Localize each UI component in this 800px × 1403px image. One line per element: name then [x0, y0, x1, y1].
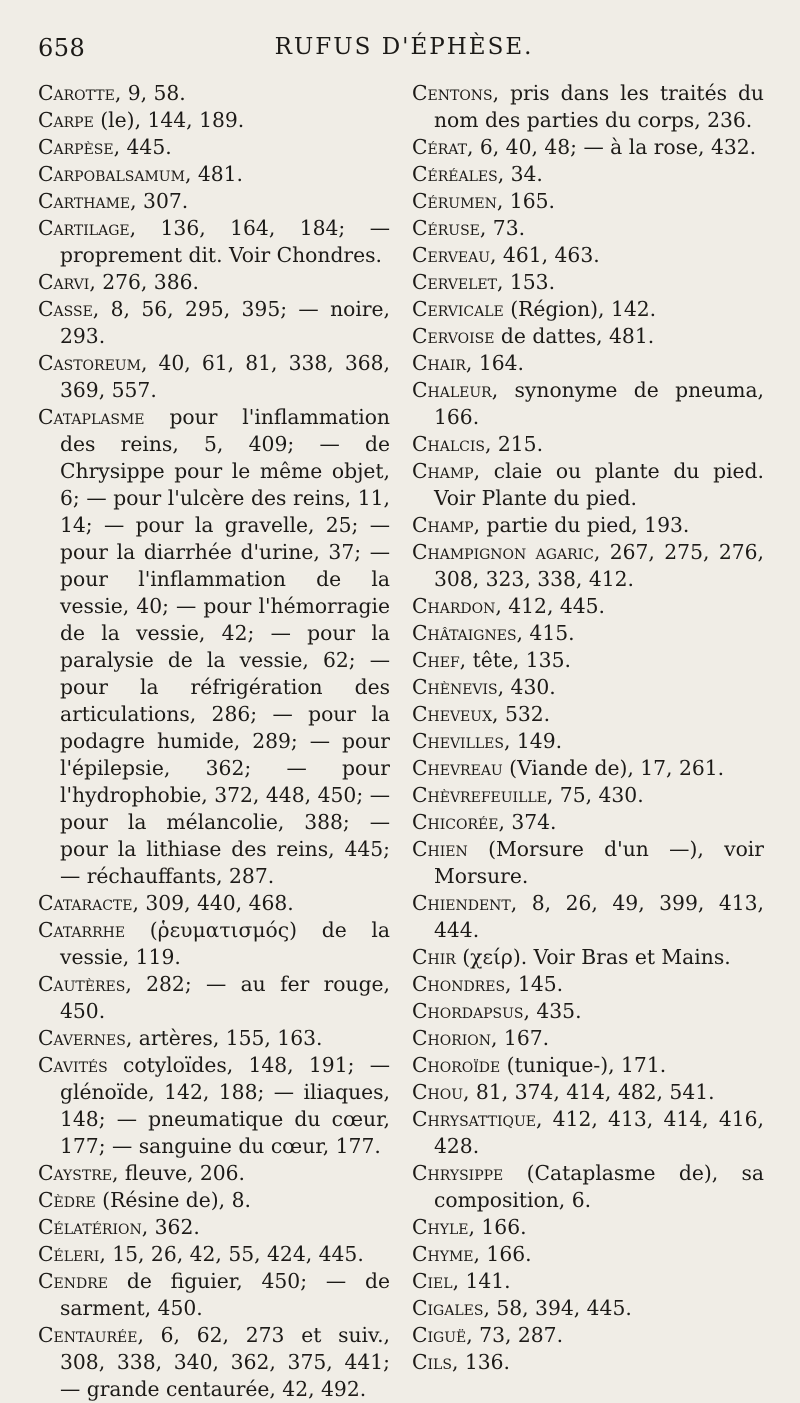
index-entry [38, 161, 390, 188]
index-entry [38, 404, 390, 890]
index-entry [412, 1052, 764, 1079]
index-entry [412, 1295, 764, 1322]
index-entry [38, 1052, 390, 1160]
index-entry [412, 1079, 764, 1106]
index-references: , 481. [184, 162, 243, 186]
index-references: , 149. [504, 729, 563, 753]
index-references: , 81, 374, 414, 482, 541. [463, 1080, 715, 1104]
index-entry [412, 134, 764, 161]
index-references: , 532. [492, 702, 551, 726]
index-term: Choroïde [412, 1053, 501, 1077]
index-entry [38, 296, 390, 350]
index-term: Cataracte [38, 891, 133, 915]
index-entry [412, 944, 764, 971]
index-entry [412, 215, 764, 242]
index-entry [412, 1322, 764, 1349]
index-term: Chordapsus [412, 999, 524, 1023]
index-entry [412, 647, 764, 674]
index-references: (tunique-), 171. [500, 1053, 667, 1077]
index-entry [412, 809, 764, 836]
index-term: Carotte [38, 81, 115, 105]
index-references: , claie ou plante du pied. Voir Plante du pied. [434, 459, 764, 510]
index-term: Chef [412, 648, 460, 672]
index-term: Chalcis [412, 432, 485, 456]
index-term: Casse [38, 297, 93, 321]
index-entry [412, 998, 764, 1025]
index-term: Chyme [412, 1242, 474, 1266]
index-entry [412, 1160, 764, 1214]
index-term: Ciguë [412, 1323, 467, 1347]
index-references: , 34. [497, 162, 543, 186]
index-entry [38, 1322, 390, 1403]
index-references: (Cataplasme de), sa composition, 6. [434, 1161, 764, 1212]
index-term: Carvi [38, 270, 90, 294]
index-entry [38, 1214, 390, 1241]
index-references: de dattes, 481. [494, 324, 655, 348]
index-term: Célatérion [38, 1215, 142, 1239]
index-term: Chair [412, 351, 466, 375]
index-references: , 267, 275, 276, 308, 323, 338, 412. [434, 540, 764, 591]
index-entry [412, 701, 764, 728]
index-entry [38, 917, 390, 971]
index-references: , 309, 440, 468. [132, 891, 294, 915]
index-references: , synonyme de pneuma, 166. [434, 378, 764, 429]
index-term: Cervoise [412, 324, 495, 348]
index-references: , 145. [505, 972, 564, 996]
index-term: Cils [412, 1350, 452, 1374]
page-header [38, 34, 770, 70]
index-entry [412, 377, 764, 431]
index-references: , 141. [452, 1269, 511, 1293]
running-title: RUFUS D'ÉPHÈSE. [274, 34, 534, 60]
index-entry [412, 728, 764, 755]
index-entry [38, 134, 390, 161]
index-references: , 6, 40, 48; — à la rose, 432. [466, 135, 757, 159]
index-references: , 40, 61, 81, 338, 368, 369, 557. [60, 351, 390, 402]
index-entry [412, 1268, 764, 1295]
index-references: , 167. [491, 1026, 550, 1050]
index-references: , 73. [479, 216, 526, 240]
index-references: , fleuve, 206. [112, 1161, 245, 1185]
index-entry [412, 1241, 764, 1268]
index-term: Cervelet [412, 270, 497, 294]
index-entry [412, 269, 764, 296]
index-entry [412, 350, 764, 377]
index-references: , 9, 58. [114, 81, 186, 105]
index-entry [38, 350, 390, 404]
index-entry [38, 107, 390, 134]
index-entry [38, 215, 390, 269]
index-term: Chevreau [412, 756, 503, 780]
index-entry [412, 539, 764, 593]
index-references: , 153. [496, 270, 556, 294]
index-references: de figuier, 450; — de sarment, 450. [60, 1269, 390, 1320]
index-references: , partie du pied, 193. [473, 513, 690, 537]
index-references: , 412, 413, 414, 416, 428. [434, 1107, 764, 1158]
index-references: , 136. [451, 1350, 510, 1374]
index-term: Carpèse [38, 135, 114, 159]
index-term: Carpobalsamum [38, 162, 185, 186]
index-references: , 445. [113, 135, 172, 159]
index-term: Chrysippe [412, 1161, 504, 1185]
page-number: 658 [38, 34, 86, 62]
index-term: Cataplasme [38, 405, 145, 429]
index-term: Champ [412, 459, 474, 483]
index-entry [412, 836, 764, 890]
index-entry [412, 620, 764, 647]
index-references: pour l'inflammation des reins, 5, 409; — de Chrysippe pour le même objet, 6; — pour l'ulcère des reins, 11, 14; — pour la gravelle, 25; — pour la diarrhée d'urine, 37; — pour l'inflammation de la vessie, 40; — pour l'hémorragie de la vessie, 42; — pour la paralysie de la vessie, 62; — pour la réfrigération des articulations, 286; — pour la podagre humide, 289; — pour l'épilepsie, 362; — pour l'hydrophobie, 372, 448, 450; — pour la mélancolie, 388; — pour la lithiase des reins, 445; — réchauffants, 287. [60, 405, 390, 888]
index-references: , 8, 56, 295, 395; — noire, 293. [60, 297, 390, 348]
index-references: , 374. [498, 810, 557, 834]
index-term: Châtaignes [412, 621, 517, 645]
index-entry [38, 1268, 390, 1322]
index-term: Cérumen [412, 189, 497, 213]
index-term: Chevilles [412, 729, 504, 753]
index-term: Chorion [412, 1026, 492, 1050]
index-references: , 435. [523, 999, 582, 1023]
index-term: Caystre [38, 1161, 112, 1185]
index-references: cotyloïdes, 148, 191; — glénoïde, 142, 188; — iliaques, 148; — pneumatique du cœur, 177; — sanguine du cœur, 177. [60, 1053, 390, 1158]
index-references: (ῥευματισμός) de la vessie, 119. [60, 918, 390, 969]
index-term: Chicorée [412, 810, 499, 834]
index-references: , 276, 386. [89, 270, 199, 294]
index-entry [412, 1106, 764, 1160]
index-references: , 8, 26, 49, 399, 413, 444. [434, 891, 764, 942]
index-term: Cendre [38, 1269, 108, 1293]
index-entry [38, 188, 390, 215]
index-entry [412, 782, 764, 809]
index-entry [38, 80, 390, 107]
index-references: , 166. [473, 1242, 532, 1266]
index-references: , tête, 135. [459, 648, 571, 672]
index-term: Ciel [412, 1269, 453, 1293]
index-references: , 415. [516, 621, 575, 645]
index-term: Chou [412, 1080, 464, 1104]
index-entry [412, 1349, 764, 1376]
index-term: Cèdre [38, 1188, 96, 1212]
index-term: Chardon [412, 594, 496, 618]
index-entry [38, 1241, 390, 1268]
index-term: Chien [412, 837, 468, 861]
index-references: , 461, 463. [490, 243, 600, 267]
index-references: (le), 144, 189. [93, 108, 245, 132]
index-references: (Résine de), 8. [95, 1188, 251, 1212]
index-entry [412, 296, 764, 323]
index-entry [38, 971, 390, 1025]
index-column-right [412, 80, 764, 1376]
index-term: Céleri [38, 1242, 100, 1266]
index-references: , 136, 164, 184; — proprement dit. Voir Chondres. [60, 216, 390, 267]
index-references: (Région), 142. [503, 297, 657, 321]
index-entry [38, 1187, 390, 1214]
index-term: Champignon agaric [412, 540, 594, 564]
index-term: Champ [412, 513, 474, 537]
index-references: , 6, 62, 273 et suiv., 308, 338, 340, 362, 375, 441; — grande centaurée, 42, 492. [60, 1323, 390, 1401]
index-term: Castoreum [38, 351, 141, 375]
index-entry [38, 1160, 390, 1187]
index-entry [412, 1214, 764, 1241]
index-entry [38, 1025, 390, 1052]
index-references: , 165. [496, 189, 555, 213]
index-entry [412, 323, 764, 350]
index-term: Chiendent [412, 891, 511, 915]
index-entry [412, 431, 764, 458]
index-term: Cavernes [38, 1026, 126, 1050]
index-references: , 58, 394, 445. [483, 1296, 632, 1320]
index-references: , 215. [484, 432, 544, 456]
index-entry [412, 971, 764, 998]
index-references: , 73, 287. [466, 1323, 564, 1347]
index-term: Cartilage [38, 216, 130, 240]
index-term: Catarrhe [38, 918, 126, 942]
index-term: Cavités [38, 1053, 108, 1077]
index-term: Céréales [412, 162, 498, 186]
index-entry [412, 188, 764, 215]
index-term: Cervicale [412, 297, 504, 321]
index-term: Chènevis [412, 675, 498, 699]
index-term: Cigales [412, 1296, 484, 1320]
index-term: Cautères [38, 972, 126, 996]
index-term: Céruse [412, 216, 480, 240]
index-references: (Morsure d'un —), voir Morsure. [434, 837, 764, 888]
index-term: Chir [412, 945, 456, 969]
index-references: , 430. [497, 675, 556, 699]
index-column-left [38, 80, 390, 1403]
index-entry [412, 80, 764, 134]
index-references: , 166. [468, 1215, 527, 1239]
index-entry [412, 161, 764, 188]
index-term: Carthame [38, 189, 131, 213]
index-entry [412, 458, 764, 512]
index-entry [412, 512, 764, 539]
index-entry [412, 593, 764, 620]
index-references: , 15, 26, 42, 55, 424, 445. [99, 1242, 364, 1266]
index-references: , 282; — au fer rouge, 450. [60, 972, 390, 1023]
index-entry [412, 674, 764, 701]
index-entry [38, 890, 390, 917]
index-references: (Viande de), 17, 261. [502, 756, 725, 780]
index-term: Centaurée [38, 1323, 138, 1347]
index-references: , 412, 445. [495, 594, 605, 618]
index-references: (χείρ). Voir Bras et Mains. [455, 945, 731, 969]
index-references: , 307. [130, 189, 189, 213]
index-term: Chèvrefeuille [412, 783, 547, 807]
index-term: Carpe [38, 108, 94, 132]
index-term: Chaleur [412, 378, 492, 402]
index-term: Cheveux [412, 702, 493, 726]
index-entry [412, 242, 764, 269]
index-entry [412, 890, 764, 944]
index-references: , 362. [141, 1215, 200, 1239]
index-references: , artères, 155, 163. [125, 1026, 323, 1050]
index-references: , 164. [465, 351, 524, 375]
index-term: Cerveau [412, 243, 491, 267]
index-references: , pris dans les traités du nom des parties du corps, 236. [434, 81, 764, 132]
index-entry [412, 755, 764, 782]
index-term: Chrysattique [412, 1107, 536, 1131]
index-entry [38, 269, 390, 296]
index-entry [412, 1025, 764, 1052]
index-term: Chyle [412, 1215, 469, 1239]
index-term: Chondres [412, 972, 506, 996]
index-term: Cérat [412, 135, 467, 159]
index-references: , 75, 430. [546, 783, 644, 807]
index-term: Centons [412, 81, 493, 105]
